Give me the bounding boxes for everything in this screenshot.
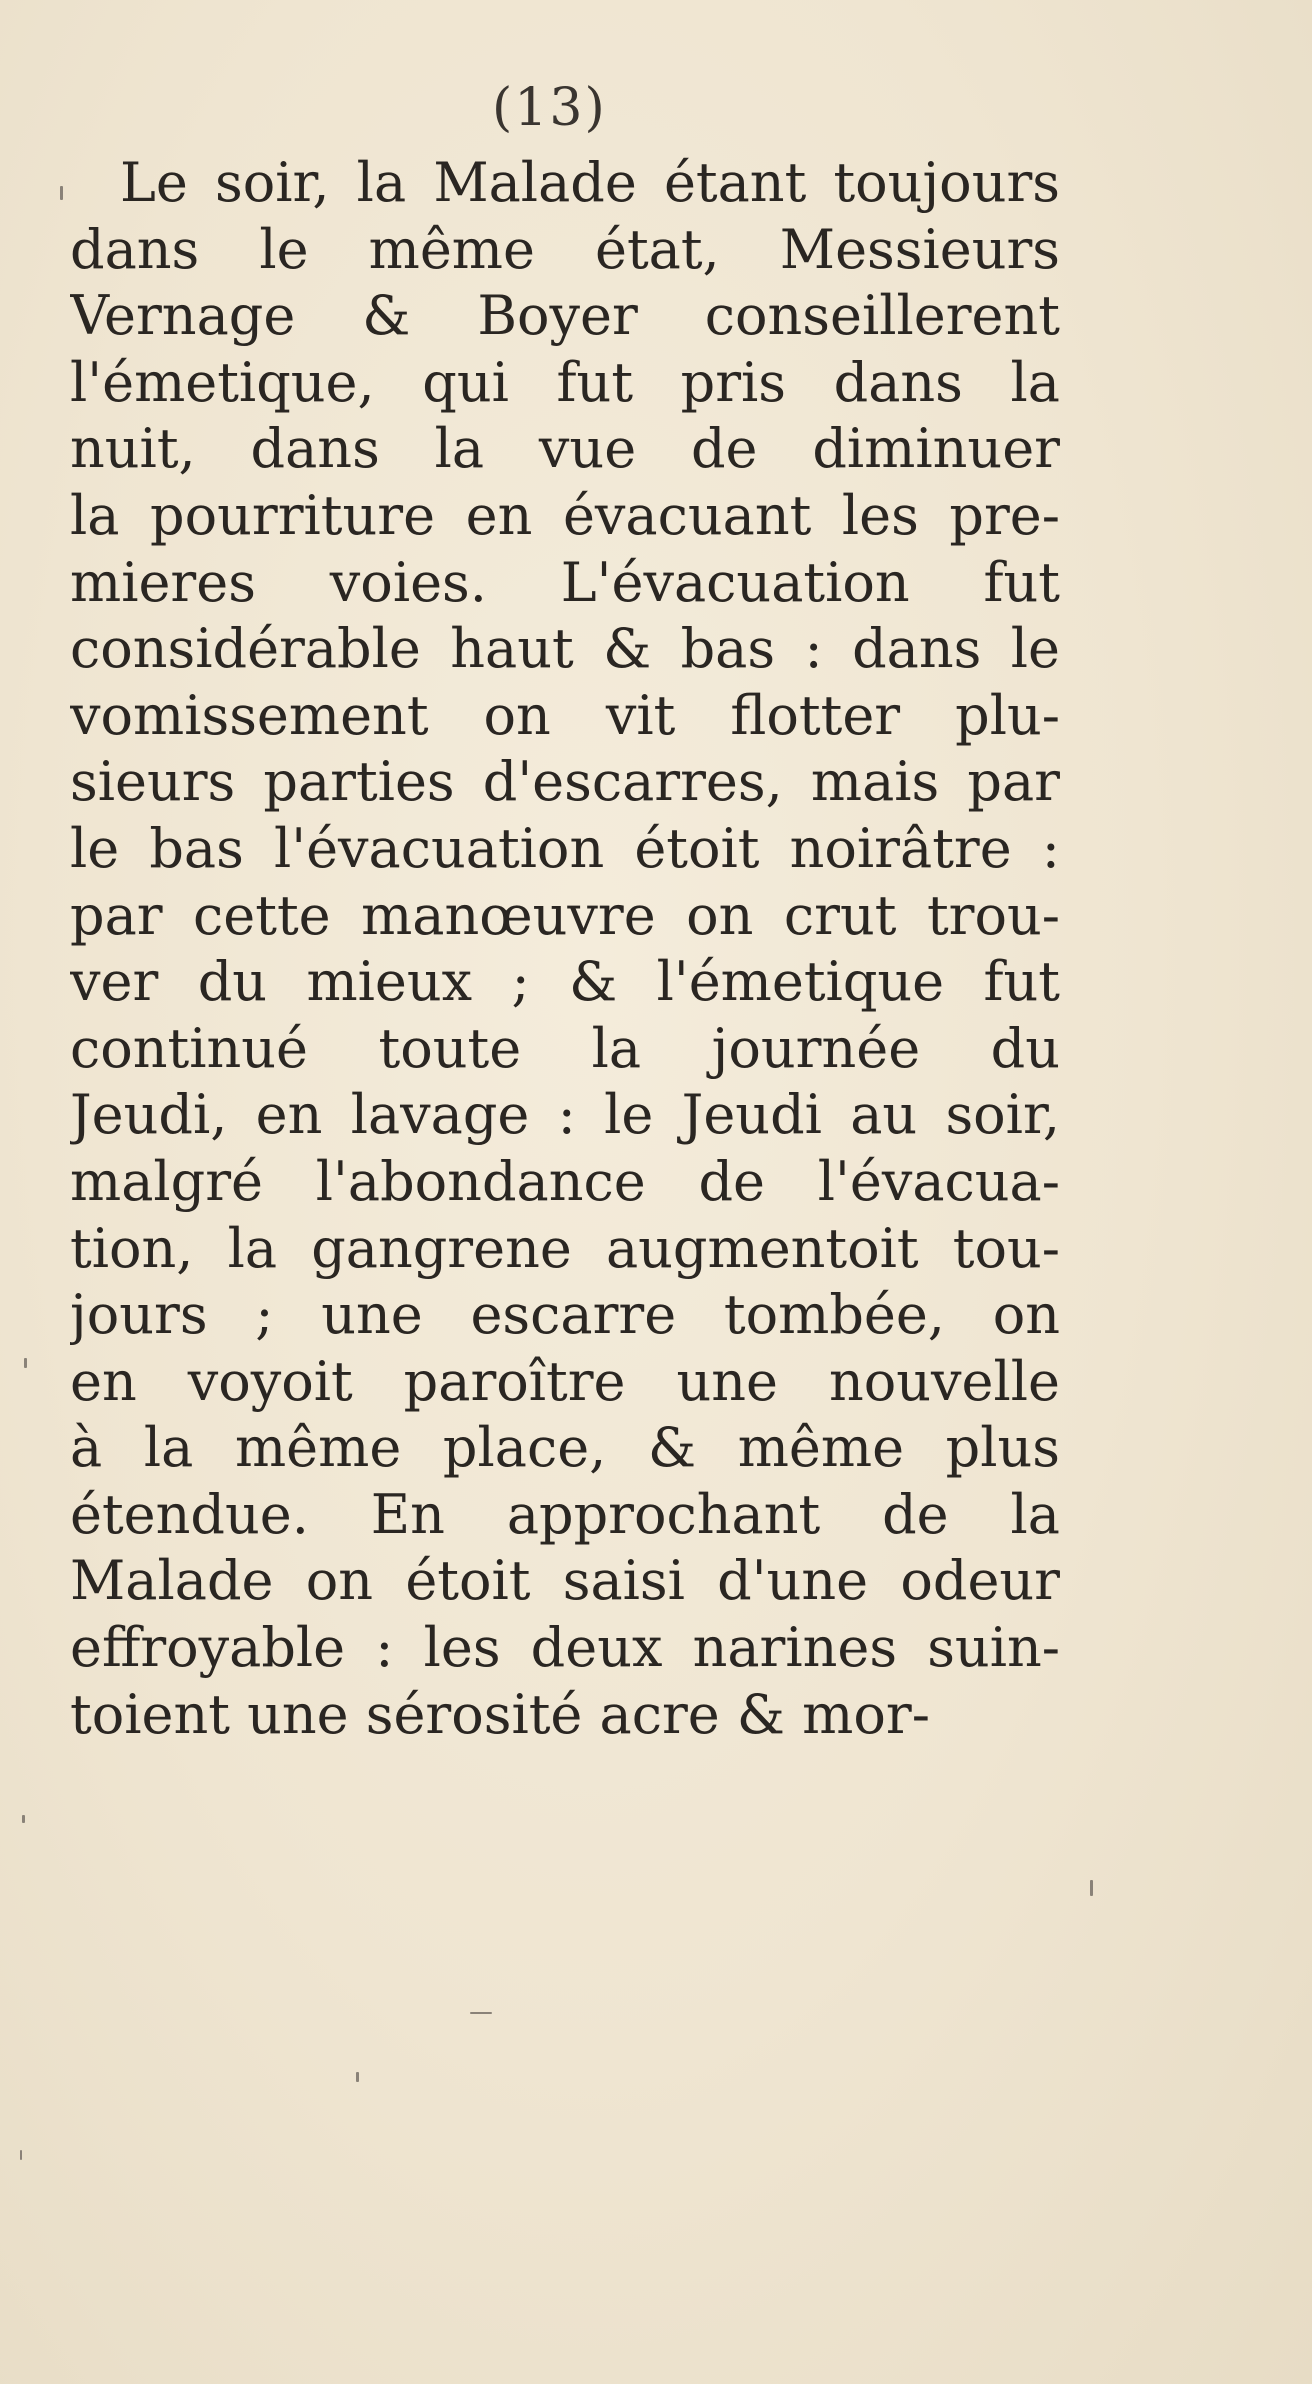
- text-line: Jeudi, en lavage : le Jeudi au soir,: [70, 1083, 1060, 1147]
- text-line: tion, la gangrene augmentoit tou-: [70, 1216, 1060, 1280]
- text-line: mieres voies. L'évacuation fut: [70, 550, 1060, 614]
- text-line: effroyable : les deux narines suin-: [70, 1616, 1060, 1680]
- text-line: considérable haut & bas : dans le: [70, 617, 1060, 681]
- text-line: jours ; une escarre tombée, on: [70, 1283, 1060, 1347]
- text-line: nuit, dans la vue de diminuer: [70, 417, 1060, 481]
- text-line: Malade on étoit saisi d'une odeur: [70, 1549, 1060, 1613]
- text-line: Le soir, la Malade étant toujours: [120, 151, 1060, 214]
- text-line: Vernage & Boyer conseillerent: [70, 284, 1060, 348]
- text-line: ver du mieux ; & l'émetique fut: [70, 950, 1060, 1014]
- text-line: l'émetique, qui fut pris dans la: [70, 350, 1060, 414]
- page-number: (13): [492, 78, 607, 138]
- text-line: à la même place, & même plus: [70, 1416, 1060, 1480]
- print-speck: [24, 1358, 27, 1368]
- text-line: étendue. En approchant de la: [70, 1482, 1060, 1546]
- text-line: malgré l'abondance de l'évacua-: [70, 1149, 1060, 1213]
- text-line: par cette manœuvre on crut trou-: [70, 883, 1060, 947]
- text-line: dans le même état, Messieurs: [70, 217, 1060, 281]
- print-speck: [470, 2012, 492, 2014]
- text-line: continué toute la journée du: [70, 1016, 1060, 1080]
- print-speck: [1090, 1880, 1093, 1896]
- text-line: sieurs parties d'escarres, mais par: [70, 750, 1060, 814]
- print-speck: [356, 2072, 359, 2082]
- print-speck: [22, 1815, 25, 1823]
- body-text: [70, 150, 1060, 1748]
- text-line: la pourriture en évacuant les pre-: [70, 483, 1060, 547]
- text-line: le bas l'évacuation étoit noirâtre :: [70, 816, 1060, 880]
- text-line: en voyoit paroître une nouvelle: [70, 1349, 1060, 1413]
- text-line: vomissement on vit flotter plu-: [70, 683, 1060, 747]
- text-line: toient une sérosité acre & mor-: [70, 1682, 930, 1746]
- print-speck: [20, 2150, 22, 2160]
- print-speck: [60, 186, 63, 200]
